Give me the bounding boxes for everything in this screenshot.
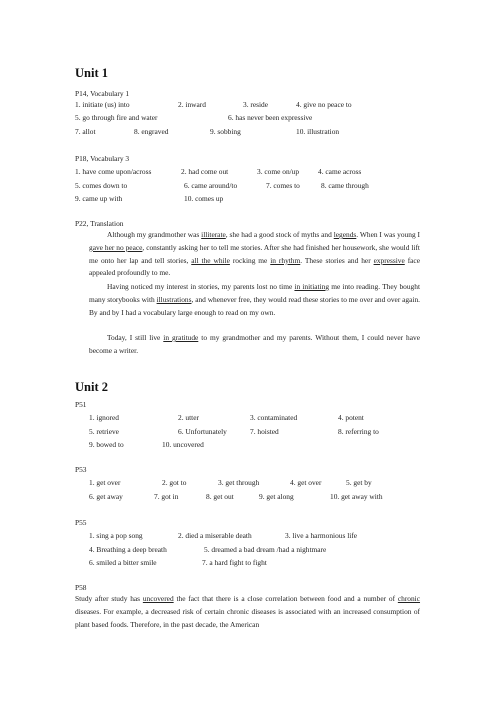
unit1-heading: Unit 1 [75,66,108,80]
underlined-phrase: illiterate [201,230,226,239]
section-title: P14, Vocabulary 1 [75,89,130,98]
answer-item: 8. came through [321,181,369,190]
answer-item: 1. ignored [89,413,119,422]
underlined-phrase: chronic [397,594,421,603]
underlined-phrase: uncovered [142,594,174,603]
text-run: , constantly asking her to tell me stories. After she had finished her housework, she would lift me onto her lap and tell stories, [89,242,420,265]
answer-item: 2. had come out [181,167,229,176]
text-run: Study after study has [75,594,143,603]
answer-item: 3. come on/up [257,167,300,176]
unit2-heading: Unit 2 [75,380,108,394]
section-title: P58 [75,583,87,592]
answer-item: 4. give no peace to [296,100,352,109]
underlined-phrase: in rhythm [270,255,301,265]
answer-item: 2. got to [162,478,187,487]
answer-item: 7. a hard fight to fight [202,558,267,567]
answer-item: 8. get out [206,492,234,501]
underlined-phrase: gave her no peace [89,242,143,252]
underlined-phrase: legends [333,230,357,239]
text-run: to my grandmother and my parents. Without them, I could never have become a writer. [89,333,420,355]
answer-item: 5. get by [346,478,372,487]
answer-item: 2. died a miserable death [178,531,252,540]
text-run: face appealed profoundly to me. [89,255,420,278]
text-run: . These stories and her [300,255,374,265]
answer-item: 5. retrieve [89,427,119,436]
answer-item: 7. hoisted [250,427,279,436]
answer-item: 6. has never been expressive [228,113,313,122]
answer-item: 10. illustration [296,127,340,136]
answer-item: 1. get over [89,478,121,487]
answer-item: 7. got in [154,492,179,501]
underlined-phrase: all the while [191,255,230,265]
answer-item: 7. allot [75,127,96,136]
answer-item: 10. comes up [184,194,224,203]
text-run: , and whenever free, they would read these stories to me over and over again. By and by I had a vocabulary large enough to read on my own. [89,294,421,317]
answer-item: 4. potent [338,413,364,422]
answer-item: 9. sobbing [210,127,241,136]
section-title: P51 [75,400,87,409]
section-title: P55 [75,518,87,527]
answer-item: 7. comes to [266,181,300,190]
answer-item: 5. comes down to [75,181,128,190]
p58-paragraph [75,593,420,631]
translation-paragraph-1 [89,229,420,280]
text-run: Having noticed my interest in stories, my parents lost no time [107,282,295,291]
text-run: the fact that there is a close correlation between food and a number of [173,594,398,603]
answer-item: 4. came across [318,167,362,176]
text-run: , she had a good stock of myths and [225,230,334,239]
section-title: P22, Translation [75,219,124,228]
answer-item: 1. have come upon/across [75,167,152,176]
answer-item: 6. Unfortunately [178,427,227,436]
answer-item: 9. get along [259,492,294,501]
text-run: diseases. For example, a decreased risk of certain chronic diseases is associated with an increased consumption of plant based foods. Therefore, in the past decade, the American [75,606,420,629]
text-run: Although my grandmother was [107,230,202,239]
underlined-phrase: expressive [373,255,405,265]
answer-item: 2. inward [178,100,206,109]
answer-item: 3. reside [243,100,269,109]
answer-item: 1. sing a pop song [89,531,143,540]
underlined-phrase: illustrations [156,294,192,304]
underlined-phrase: in initiating [294,282,330,291]
answer-item: 1. initiate (us) into [75,100,130,109]
answer-item: 6. came around/to [184,181,238,190]
answer-item: 6. smiled a bitter smile [89,558,157,567]
translation-paragraph-3 [89,332,420,358]
answer-item: 10. uncovered [162,440,204,449]
answer-item: 9. came up with [75,194,123,203]
answer-item: 3. contaminated [250,413,298,422]
answer-item: 9. bowed to [89,440,124,449]
answer-item: 2. utter [178,413,199,422]
answer-item: 4. get over [290,478,322,487]
section-title: P53 [75,465,87,474]
section-title: P18, Vocabulary 3 [75,154,130,163]
underlined-phrase: in gratitude [163,333,199,342]
answer-item: 8. referring to [338,427,379,436]
answer-item: 5. go through fire and water [75,113,158,122]
translation-paragraph-2 [89,281,420,319]
answer-item: 3. get through [218,478,260,487]
answer-item: 5. dreamed a bad dream /had a nightmare [204,545,327,554]
text-run: . When I was young I [356,230,420,239]
answer-item: 6. get away [89,492,123,501]
answer-item: 4. Breathing a deep breath [89,545,167,554]
text-run: me into reading. They bought many storybooks with [89,282,420,304]
answer-item: 3. live a harmonious life [285,531,358,540]
answer-item: 8. engraved [134,127,169,136]
text-run: Today, I still live [107,333,164,342]
text-run: rocking me [229,255,271,265]
answer-item: 10. get away with [330,492,383,501]
